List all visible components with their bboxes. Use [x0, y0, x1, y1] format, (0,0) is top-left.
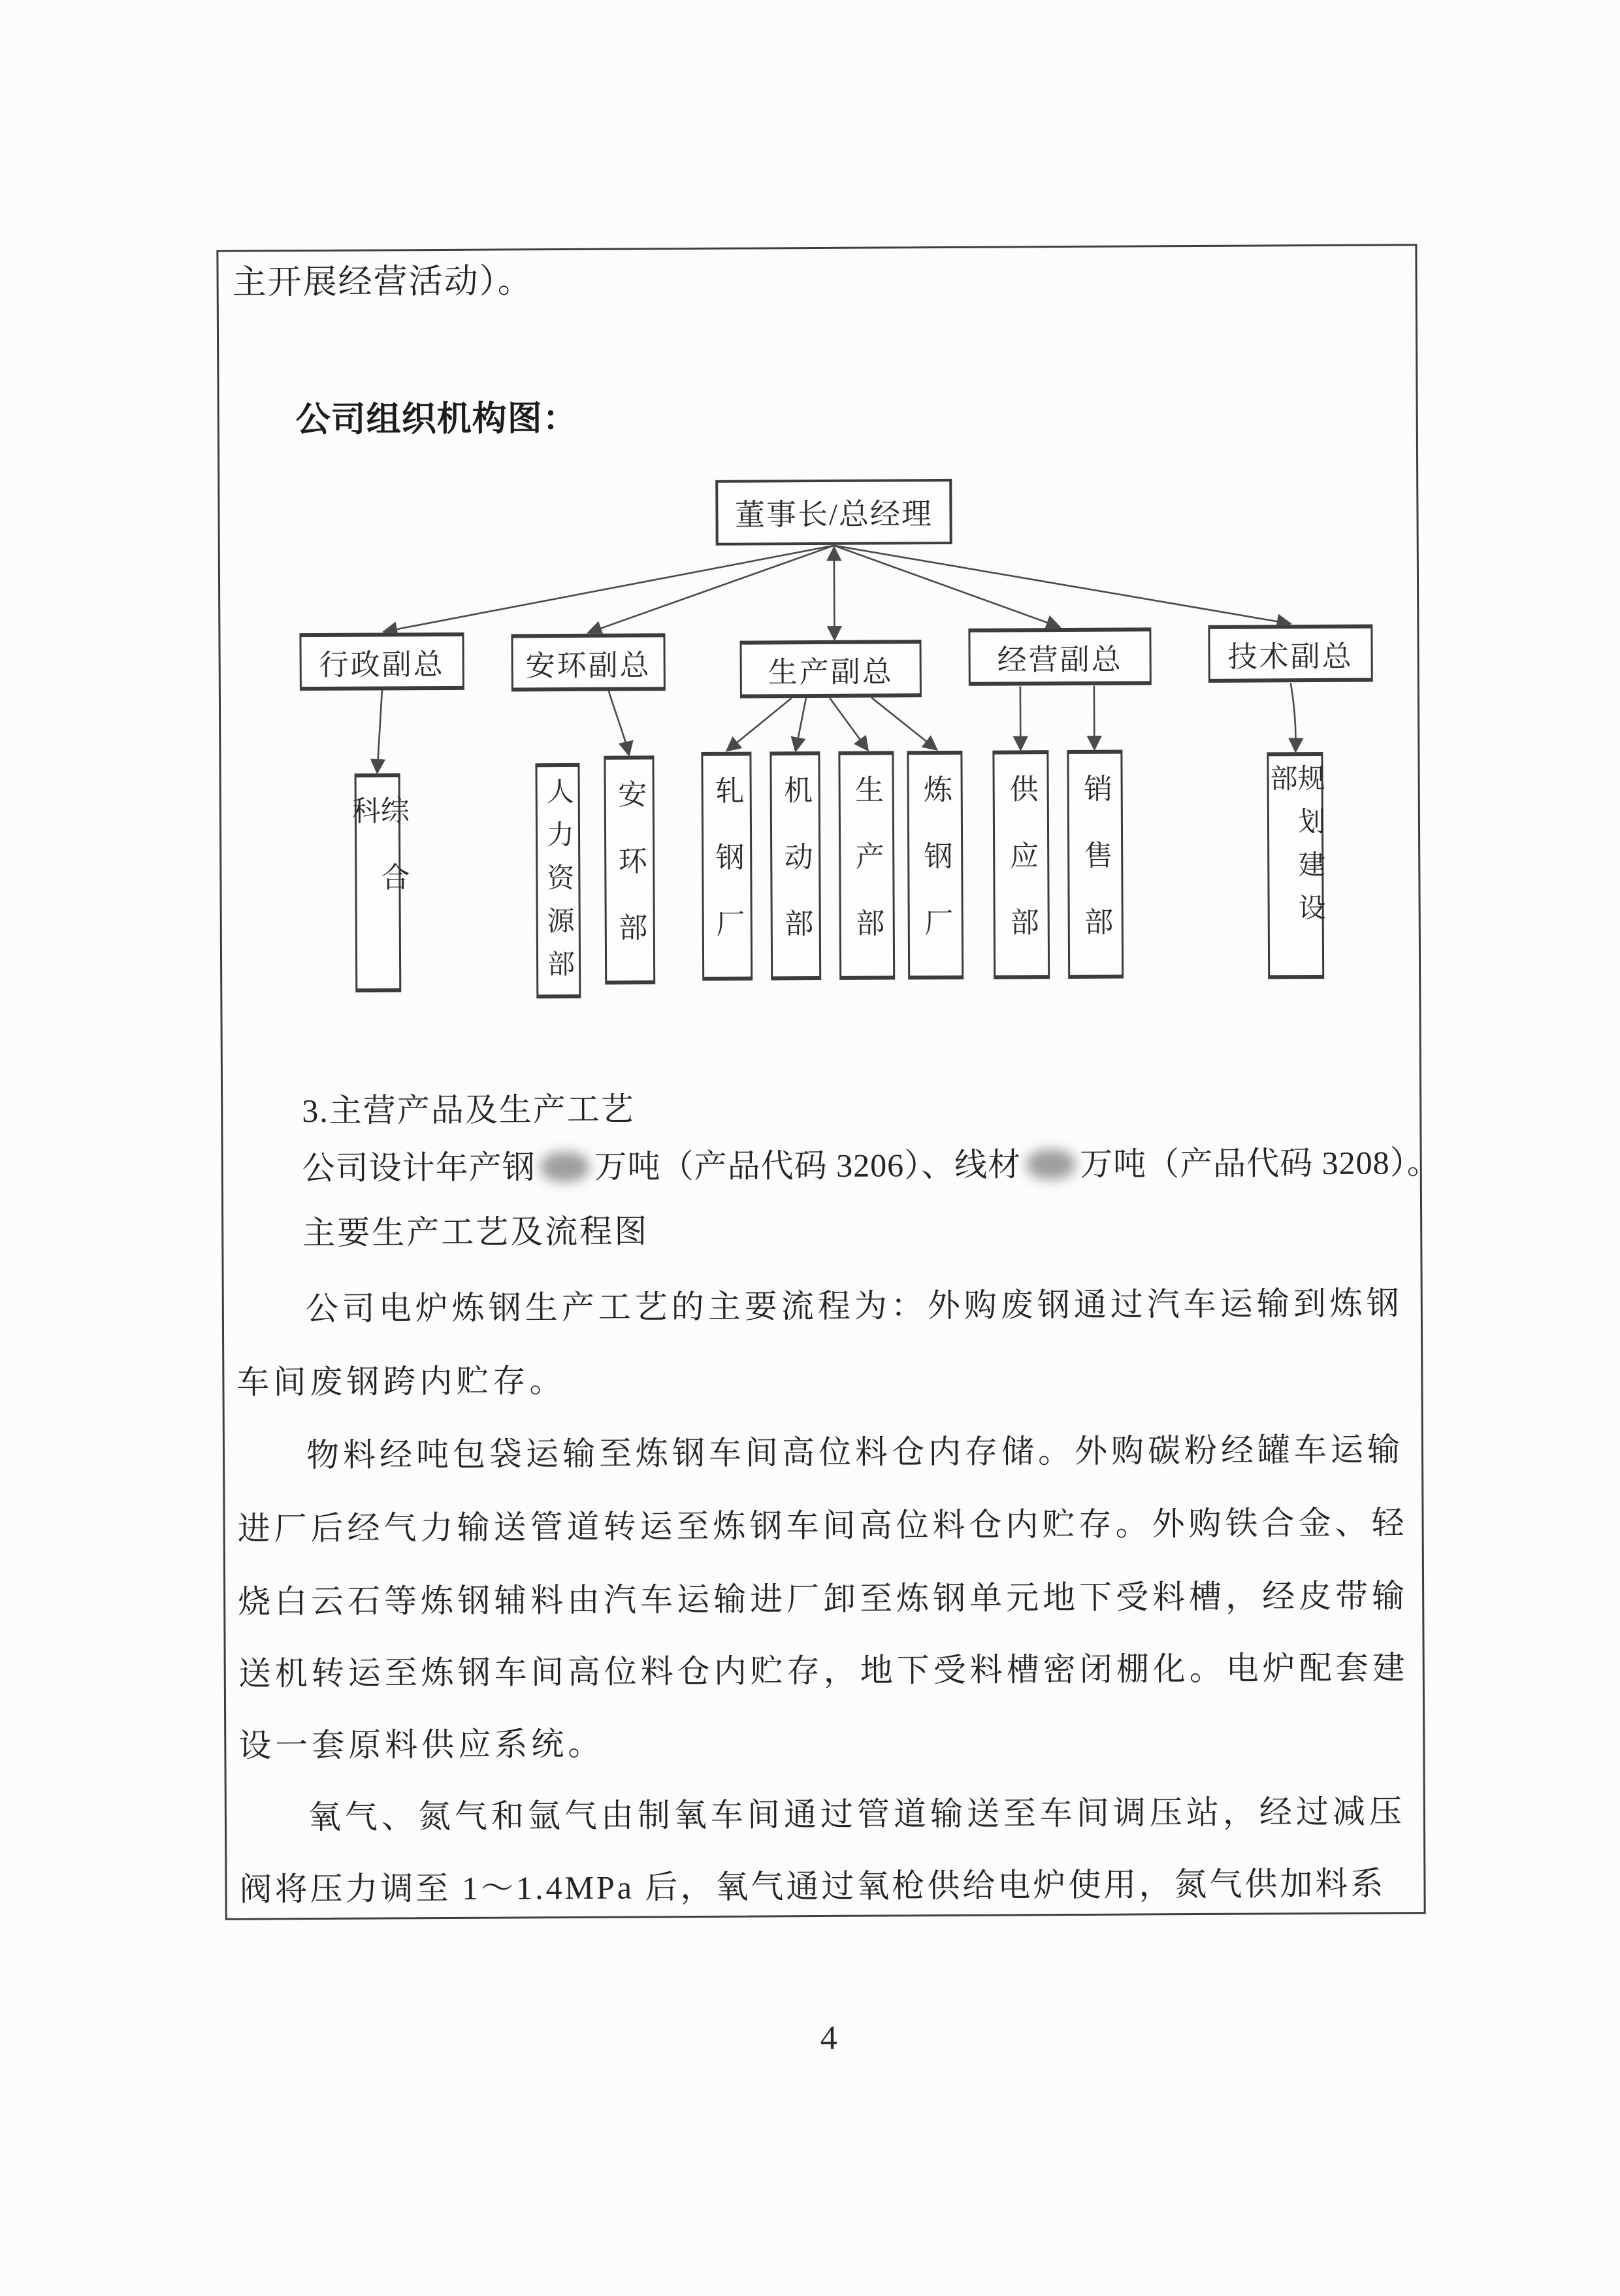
body-line: 烧白云石等炼钢辅料由汽车运输进厂卸至炼钢单元地下受料槽，经皮带输	[238, 1575, 1408, 1622]
org-node-production-vp: 生产副总	[739, 640, 921, 698]
edge-root-jingying	[834, 544, 1059, 628]
org-node-steelmaking-plant: 炼钢厂	[907, 751, 964, 979]
section-products-heading: 3.主营产品及生产工艺	[302, 1089, 635, 1131]
capacity-line	[302, 1142, 1440, 1189]
redacted-value-blur	[1026, 1149, 1075, 1179]
section-process-heading: 主要生产工艺及流程图	[302, 1211, 649, 1253]
org-node-chairman: 董事长/总经理	[715, 479, 952, 546]
org-node-power-dept: 机动部	[770, 751, 821, 980]
body-line: 设一套原料供应系统。	[238, 1724, 604, 1766]
edge-xingzheng-zonghe	[377, 690, 383, 771]
edge-shengchan-shengchan	[830, 698, 867, 749]
org-node-hr-dept: 人力资源部	[535, 763, 581, 998]
redacted-value-blur	[541, 1152, 589, 1182]
org-chart-heading: 公司组织机构图：	[295, 391, 577, 442]
org-node-general-office: 综合科	[355, 773, 402, 992]
org-node-technology-vp: 技术副总	[1208, 625, 1372, 683]
capacity-text-1: 公司设计年产钢	[302, 1149, 536, 1187]
body-line: 送机转运至炼钢车间高位料仓内贮存，地下受料槽密闭棚化。电炉配套建	[238, 1647, 1409, 1694]
org-node-supply-dept: 供应部	[992, 750, 1050, 979]
org-node-admin-vp: 行政副总	[299, 632, 464, 691]
body-line: 进厂后经气力输送管道转运至炼钢车间高位料仓内贮存。外购铁合金、轻	[237, 1502, 1408, 1549]
capacity-text-2: 万吨（产品代码 3206）、线材	[594, 1146, 1022, 1185]
body-line: 物料经吨包袋运输至炼钢车间高位料仓内存储。外购碳粉经罐车运输	[306, 1429, 1404, 1475]
org-node-sales-dept: 销售部	[1067, 750, 1124, 979]
edge-shengchan-zhagang	[728, 698, 792, 750]
page-number: 4	[820, 2019, 837, 2058]
body-line: 车间废钢跨内贮存。	[236, 1360, 566, 1403]
edge-anhuan-anhuanbu	[609, 691, 629, 754]
body-line: 氧气、氮气和氩气由制氧车间通过管道输送至车间调压站，经过减压	[308, 1791, 1406, 1837]
org-node-safety-vp: 安环副总	[511, 633, 665, 691]
org-node-rolling-mill: 轧钢厂	[701, 752, 753, 981]
capacity-text-3: 万吨（产品代码 3208）。	[1080, 1144, 1440, 1183]
edge-root-shengchan	[834, 549, 835, 638]
body-line: 公司电炉炼钢生产工艺的主要流程为：外购废钢通过汽车运输到炼钢	[306, 1283, 1403, 1329]
org-node-safety-dept: 安环部	[604, 755, 655, 984]
org-node-production-dept: 生产部	[838, 751, 895, 979]
edge-jishu-guihua	[1291, 683, 1296, 750]
edge-root-jishu	[834, 543, 1289, 626]
continuation-text: 主开展经营活动）。	[232, 261, 532, 303]
edge-shengchan-liangang	[871, 697, 935, 749]
org-node-planning-dept: 规划建设部	[1267, 752, 1324, 979]
edge-root-xingzheng	[385, 546, 835, 632]
body-line: 阀将压力调至 1～1.4MPa 后，氧气通过氧枪供给电炉使用，氮气供加料系	[239, 1863, 1385, 1909]
edge-root-anhuan	[589, 546, 835, 632]
edge-shengchan-jidong	[796, 698, 806, 749]
org-node-operations-vp: 经营副总	[968, 627, 1151, 685]
